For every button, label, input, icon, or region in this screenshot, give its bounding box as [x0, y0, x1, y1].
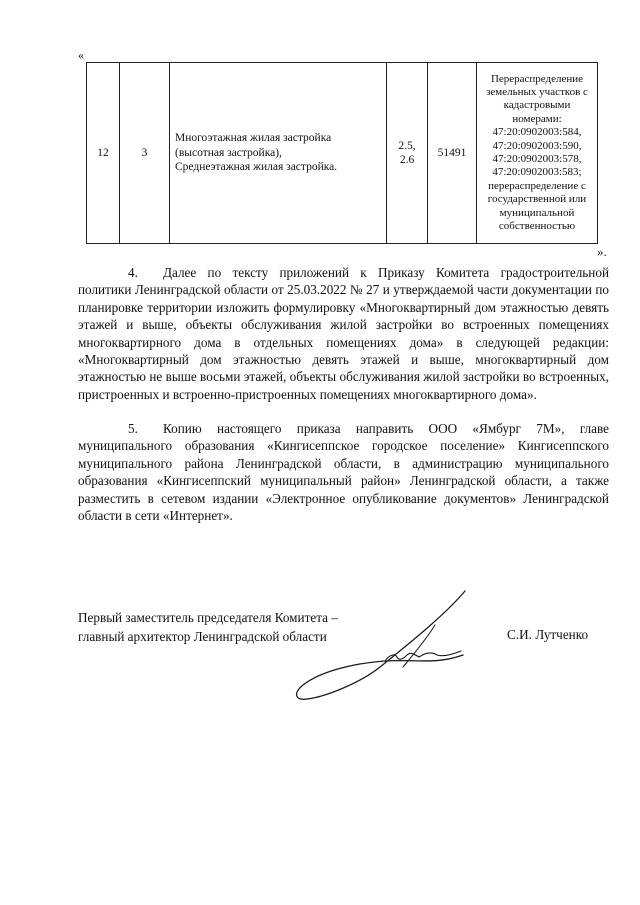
note-line: Перераспределение — [490, 72, 584, 85]
note-line: 47:20:0902003:578, — [492, 153, 582, 165]
closing-quote: ». — [597, 244, 607, 259]
paragraph-5-text: Копию настоящего приказа направить ООО «Ямбург 7М», главе муниципального образования «Кингисеппское городское поселение» Кингисеппского муниципального района Ленинградской области, в администрацию муниципального образования «Кингисеппский муниципальный район» Ленинградской области, а также разместить в сетевом издании «Электронное опубликование документов» Ленинградской области в сети «Интернет». — [78, 421, 609, 524]
paragraph-4 — [78, 264, 609, 403]
note-line: 47:20:0902003:584, — [492, 126, 582, 139]
table-row — [87, 63, 598, 244]
paragraph-5-number: 5. — [128, 421, 138, 436]
note-line: собственностью — [498, 220, 576, 233]
opening-quote: « — [78, 48, 84, 62]
row-number-cell: 12 — [87, 63, 120, 244]
note-line: земельных участков с — [486, 85, 588, 98]
note-line: кадастровыми — [503, 99, 571, 112]
note-line: номерами: — [512, 112, 562, 125]
use-code-cell — [387, 63, 428, 244]
note-line: муниципальной — [499, 206, 575, 219]
use-code-line: 2.5, — [398, 139, 416, 152]
handwritten-signature — [285, 585, 500, 720]
permitted-use-cell — [170, 63, 387, 244]
paragraph-5 — [78, 420, 609, 524]
signatory-title-line: главный архитектор Ленинградской области — [78, 629, 327, 644]
use-code-line: 2.6 — [399, 154, 415, 166]
zoning-table — [86, 62, 598, 244]
signatory-title-line: Первый заместитель председателя Комитета – — [78, 610, 338, 625]
zone-number-cell: 3 — [120, 63, 170, 244]
paragraph-4-number: 4. — [128, 265, 138, 280]
note-line: государственной или — [487, 193, 587, 206]
note-line: перераспределение с — [488, 179, 586, 192]
area-cell: 51491 — [428, 63, 477, 244]
signatory-name: С.И. Лутченко — [507, 627, 589, 642]
formation-method-cell — [477, 63, 598, 244]
note-line: 47:20:0902003:583; — [492, 166, 582, 179]
permitted-use-line: Многоэтажная жилая застройка — [175, 132, 332, 145]
paragraph-4-text: Далее по тексту приложений к Приказу Комитета градостроительной политики Ленинградской области от 25.03.2022 № 27 и утверждаемой части документации по планировке территории изложить формулировку «Многоквартирный дом этажностью девять этажей и выше, объекты обслуживания жилой застройки во встроенных помещениях многоквартирного дома в отдельных помещениях дома» в следующей редакции: «Многоквартирный дом этажностью девять этажей и выше, многоквартирный дом этажностью не выше восьми этажей, объекты обслуживания жилой застройки во встроенных, пристроенных и встроенно-пристроенных помещениях многоквартирного дома». — [78, 265, 609, 402]
permitted-use-line: (высотная застройка), — [175, 146, 282, 159]
note-line: 47:20:0902003:590, — [492, 139, 582, 152]
permitted-use-line: Среднеэтажная жилая застройка. — [175, 161, 338, 174]
